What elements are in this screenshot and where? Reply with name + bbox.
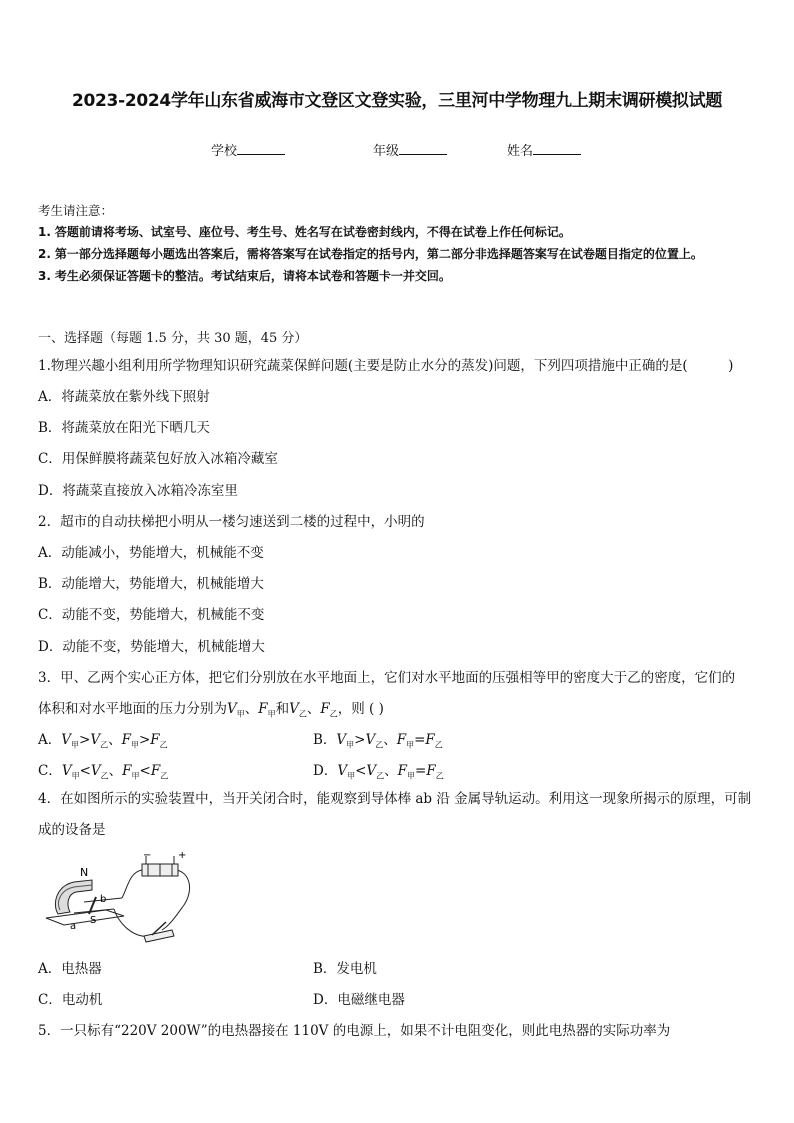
stem-text: 体积和对水平地面的压力分别为 [38, 701, 227, 717]
relation: = [415, 763, 427, 779]
question-2-option-c: C．动能不变，势能增大，机械能不变 [38, 607, 265, 623]
question-4-option-b: B．发电机 [313, 961, 377, 977]
option-letter: A． [38, 732, 62, 748]
sub-jia: 甲 [407, 771, 416, 781]
var-v: V [227, 701, 237, 717]
sub-yi: 乙 [435, 771, 444, 781]
motor-experiment-figure [44, 850, 194, 945]
sub-yi: 乙 [100, 771, 109, 781]
sub-jia: 甲 [130, 740, 139, 750]
var-v: V [289, 701, 299, 717]
exam-title: 2023-2024学年山东省威海市文登区文登实验，三里河中学物理九上期末调研模拟试题 [71, 91, 723, 111]
grade-blank [399, 141, 447, 155]
label-n: N [80, 866, 89, 879]
sub-yi: 乙 [376, 771, 385, 781]
name-field [507, 140, 581, 159]
stem-text: ，则 ( ) [337, 701, 384, 717]
circuit-diagram [44, 850, 194, 945]
option-letter: B． [313, 732, 337, 748]
notice-item-number: 1. [38, 225, 51, 239]
var-f: F [426, 763, 436, 779]
notice-item-text: 第一部分选择题每小题选出答案后，需将答案写在试卷指定的括号内，第二部分非选择题答案写在试卷题目指定的位置上。 [54, 247, 703, 261]
student-info-line [0, 140, 794, 160]
question-1-option-b: B．将蔬菜放在阳光下晒几天 [38, 420, 210, 436]
question-3-stem-line2 [38, 697, 384, 720]
notice-item-number: 2. [38, 247, 51, 261]
sep: 、 [384, 763, 398, 779]
label-plus: + [178, 850, 187, 861]
var-f: F [121, 732, 131, 748]
wire [114, 909, 154, 936]
var-f: F [397, 763, 408, 779]
question-1-option-d: D．将蔬菜直接放入冰箱冷冻室里 [38, 483, 238, 499]
sep: 、 [383, 732, 397, 748]
stem-text: 和 [275, 701, 290, 717]
var-v: V [90, 763, 101, 779]
var-f: F [396, 732, 407, 748]
var-v: V [336, 732, 347, 748]
sub-jia: 甲 [346, 740, 355, 750]
label-s: S [90, 915, 97, 926]
sub-jia: 甲 [236, 709, 245, 719]
var-v: V [90, 732, 101, 748]
sub-yi: 乙 [100, 740, 109, 750]
question-3-option-a [38, 728, 168, 751]
grade-label: 年级 [373, 144, 400, 159]
label-b: b [100, 894, 107, 905]
var-v: V [61, 763, 72, 779]
school-blank [237, 141, 285, 155]
sub-yi: 乙 [434, 740, 443, 750]
question-4-option-a: A．电热器 [38, 961, 102, 977]
sep: 、 [108, 732, 122, 748]
sep: 、 [108, 763, 123, 779]
question-3-option-d [313, 759, 444, 782]
notice-item [38, 265, 760, 287]
sub-jia: 甲 [267, 709, 276, 719]
name-label: 姓名 [507, 144, 534, 159]
section-heading: 一、选择题（每题 1.5 分，共 30 题，45 分） [38, 331, 308, 346]
relation: < [139, 763, 151, 779]
question-2-option-a: A．动能减小，势能增大，机械能不变 [38, 545, 264, 561]
sub-jia: 甲 [131, 771, 140, 781]
question-3-option-c [38, 759, 168, 782]
relation: > [138, 732, 151, 748]
question-2-option-b: B．动能增大，势能增大，机械能增大 [38, 576, 264, 592]
var-v: V [365, 732, 376, 748]
var-f: F [258, 701, 268, 717]
relation: = [414, 732, 426, 748]
notice-item-text: 答题前请将考场、试室号、座位号、考生号、姓名写在试卷密封线内，不得在试卷上作任何标记。 [54, 225, 571, 239]
option-letter: D． [313, 763, 338, 779]
var-f: F [150, 763, 161, 779]
sub-jia: 甲 [406, 740, 415, 750]
label-minus: − [143, 850, 152, 861]
question-1-stem: 1.物理兴趣小组利用所学物理知识研究蔬菜保鲜问题(主要是防止水分的蒸发)问题，下列四项措施中正确的是( ) [38, 358, 734, 374]
wire [162, 870, 190, 930]
sub-yi: 乙 [160, 771, 169, 781]
var-v: V [337, 763, 348, 779]
question-4-option-c: C．电动机 [38, 992, 103, 1008]
name-blank [533, 141, 581, 155]
wire [122, 870, 142, 898]
relation: < [79, 763, 91, 779]
sub-yi: 乙 [375, 740, 384, 750]
sub-jia: 甲 [347, 771, 356, 781]
notice-item [38, 243, 760, 265]
question-2-option-d: D．动能不变，势能增大，机械能增大 [38, 639, 265, 655]
option-letter: C． [38, 763, 62, 779]
relation: < [355, 763, 367, 779]
switch-base [144, 930, 174, 942]
notice-item [38, 221, 760, 243]
relation: > [79, 732, 91, 748]
sub-jia: 甲 [71, 740, 79, 750]
sep: 、 [244, 701, 259, 717]
sub-yi: 乙 [329, 709, 338, 719]
school-field [211, 140, 285, 159]
question-1-option-c: C．用保鲜膜将蔬菜包好放入冰箱冷藏室 [38, 451, 278, 467]
grade-field [373, 140, 447, 159]
sep: 、 [306, 701, 321, 717]
sub-jia: 甲 [71, 771, 80, 781]
question-5-stem: 5．一只标有“220V 200W”的电热器接在 110V 的电源上，如果不计电阻变化，则此电热器的实际功率为 [38, 1023, 671, 1039]
var-v: V [366, 763, 377, 779]
question-4-option-d: D．电磁继电器 [313, 992, 405, 1008]
sub-yi: 乙 [159, 740, 168, 750]
question-3-option-b [313, 728, 443, 751]
question-3-stem-line1: 3．甲、乙两个实心正方体，把它们分别放在水平地面上，它们对水平地面的压强相等甲的密度大于乙的密度，它们的 [38, 670, 736, 686]
sub-yi: 乙 [298, 709, 307, 719]
label-a: a [70, 921, 77, 932]
exam-notice [38, 200, 760, 287]
notice-heading: 考生请注意： [38, 203, 114, 218]
var-f: F [320, 701, 330, 717]
var-v: V [61, 732, 71, 748]
horseshoe-magnet [55, 880, 92, 914]
school-label: 学校 [211, 144, 238, 159]
var-f: F [122, 763, 132, 779]
var-f: F [150, 732, 160, 748]
notice-item-number: 3. [38, 269, 51, 283]
relation: > [354, 732, 366, 748]
question-1-option-a: A．将蔬菜放在紫外线下照射 [38, 389, 210, 405]
notice-item-text: 考生必须保证答题卡的整洁。考试结束后，请将本试卷和答题卡一并交回。 [54, 269, 451, 283]
question-2-stem: 2．超市的自动扶梯把小明从一楼匀速送到二楼的过程中，小明的 [38, 514, 425, 530]
var-f: F [425, 732, 435, 748]
question-4-stem: 4．在如图所示的实验装置中，当开关闭合时，能观察到导体棒 ab 沿 金属导轨运动。利用这一现象所揭示的原理，可制成的设备是 [38, 791, 752, 838]
